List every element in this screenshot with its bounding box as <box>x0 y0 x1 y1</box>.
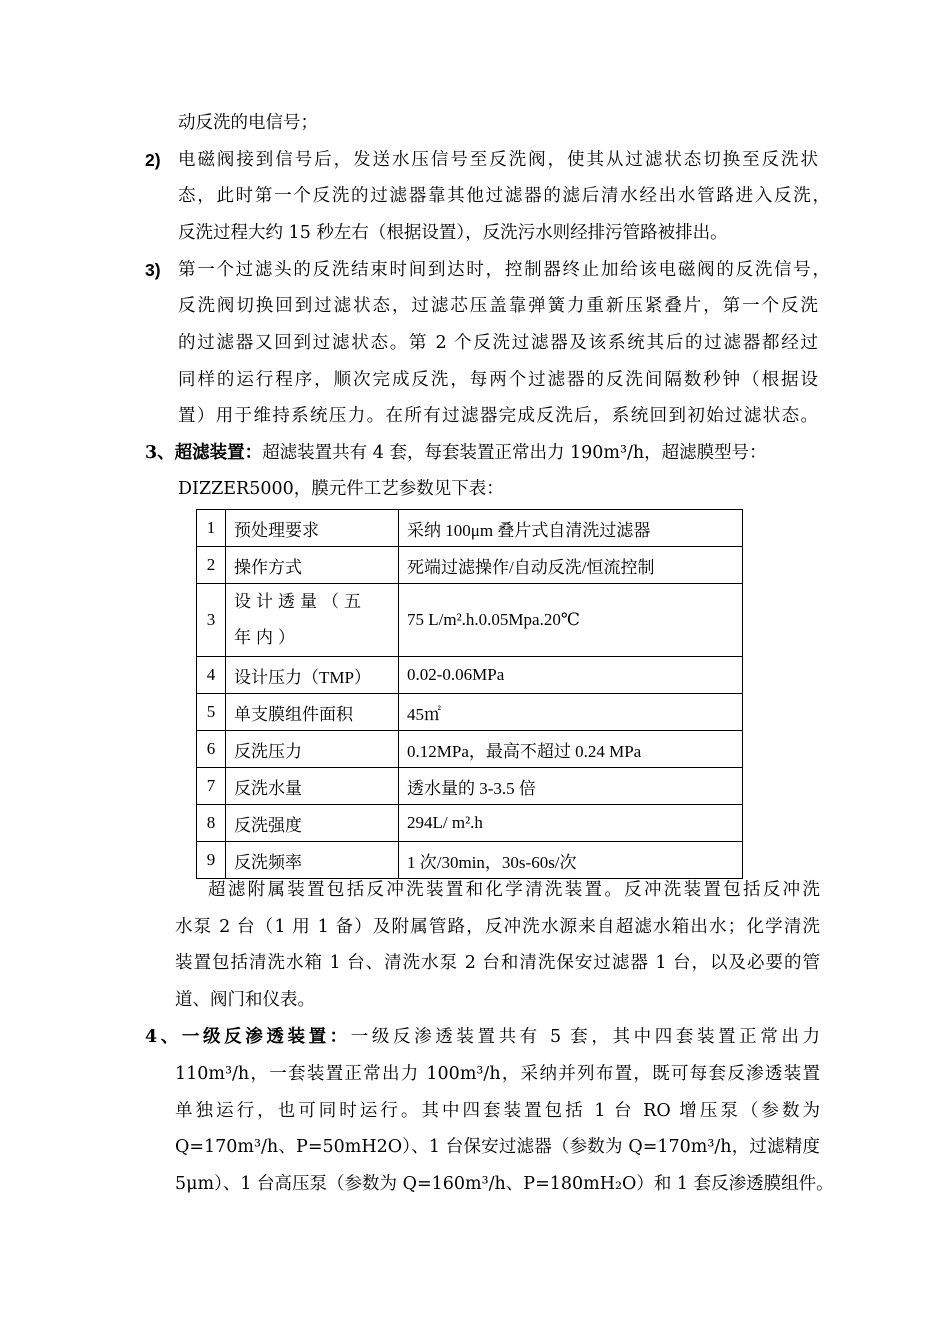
row-index: 3 <box>197 584 226 657</box>
row-index: 4 <box>197 657 226 694</box>
section4-heading-line <box>145 1025 820 1049</box>
list-marker-3: 3) <box>145 260 161 280</box>
table-row <box>197 547 743 584</box>
section3-heading-line <box>145 441 767 465</box>
row-index: 2 <box>197 547 226 584</box>
param-value: 透水量的 3-3.5 倍 <box>399 768 743 805</box>
section3-text: 超滤装置共有 4 套，每套装置正常出力 190m³/h，超滤膜型号： <box>262 443 767 463</box>
param-value: 75 L/m².h.0.05Mpa.20℃ <box>399 584 743 657</box>
param-name: 设计压力（TMP） <box>226 657 399 694</box>
section4-line-2: 110m³/h，一套装置正常出力 100m³/h，采纳并列布置，既可每套反渗透装置 <box>175 1064 820 1084</box>
param-value: 采纳 100μm 叠片式自清洗过滤器 <box>399 510 743 547</box>
item3-line-1: 第一个过滤头的反洗结束时间到达时，控制器终止加给该电磁阀的反洗信号， <box>178 260 830 280</box>
list-marker-2: 2) <box>145 150 161 170</box>
param-name: 反洗频率 <box>226 842 399 879</box>
section4-line-4: Q=170m³/h、P=50mH2O）、1 台保安过滤器（参数为 Q=170m³/h，过滤精度 <box>175 1137 820 1157</box>
row-index: 6 <box>197 731 226 768</box>
param-name: 设计透量（五年内） <box>234 592 366 647</box>
section3-line-2: DIZZER5000，膜元件工艺参数见下表： <box>178 479 504 499</box>
item2-line-3: 反洗过程大约 15 秒左右（根据设置），反洗污水则经排污管路被排出。 <box>178 223 728 243</box>
table-row <box>197 768 743 805</box>
table-row <box>197 657 743 694</box>
after-table-line-3: 装置包括清洗水箱 1 台、清洗水泵 2 台和清洗保安过滤器 1 台，以及必要的管 <box>175 953 820 973</box>
item3-line-2: 反洗阀切换回到过滤状态，过滤芯压盖靠弹簧力重新压紧叠片，第一个反洗 <box>178 296 818 316</box>
after-table-line-1: 超滤附属装置包括反冲洗装置和化学清洗装置。反冲洗装置包括反冲洗 <box>208 880 820 900</box>
table-row <box>197 805 743 842</box>
item2-line-2: 态，此时第一个反洗的过滤器靠其他过滤器的滤后清水经出水管路进入反洗， <box>178 186 830 206</box>
param-value: 45㎡ <box>399 694 743 731</box>
section4-line-3: 单独运行，也可同时运行。其中四套装置包括 1 台 RO 增压泵（参数为 <box>175 1101 820 1121</box>
membrane-parameter-table <box>196 509 743 879</box>
item2-line-1: 电磁阀接到信号后，发送水压信号至反洗阀，使其从过滤状态切换至反洗状 <box>178 150 818 170</box>
table-row <box>197 584 743 657</box>
item3-line-4: 同样的运行程序，顺次完成反洗，每两个过滤器的反洗间隔数秒钟（根据设 <box>178 370 818 390</box>
param-value: 1 次/30min，30s-60s/次 <box>399 842 743 879</box>
param-name: 预处理要求 <box>226 510 399 547</box>
table-row <box>197 510 743 547</box>
param-name: 反洗压力 <box>226 731 399 768</box>
table-row <box>197 842 743 879</box>
param-value: 0.12MPa，最高不超过 0.24 MPa <box>399 731 743 768</box>
param-name: 反洗水量 <box>226 768 399 805</box>
section4-line-5: 5μm）、1 台高压泵（参数为 Q=160m³/h、P=180mH₂O）和 1 套反渗透膜组件。 <box>175 1174 834 1194</box>
param-name: 操作方式 <box>226 547 399 584</box>
row-index: 7 <box>197 768 226 805</box>
row-index: 5 <box>197 694 226 731</box>
param-value: 死端过滤操作/自动反洗/恒流控制 <box>399 547 743 584</box>
section4-text: 一级反渗透装置共有 5 套，其中四套装置正常出力 <box>350 1027 820 1047</box>
param-value: 0.02-0.06MPa <box>399 657 743 694</box>
item3-line-5: 置）用于维持系统压力。在所有过滤器完成反洗后，系统回到初始过滤状态。 <box>178 406 818 426</box>
table-row <box>197 694 743 731</box>
section4-heading: 4、一级反渗透装置： <box>145 1027 351 1047</box>
param-name: 反洗强度 <box>226 805 399 842</box>
row-index: 9 <box>197 842 226 879</box>
param-value: 294L/ m².h <box>399 805 743 842</box>
paragraph-continuation: 动反洗的电信号； <box>178 113 318 133</box>
after-table-line-2: 水泵 2 台（1 用 1 备）及附属管路，反冲洗水源来自超滤水箱出水；化学清洗 <box>175 917 820 937</box>
section3-heading: 3、超滤装置： <box>145 443 263 463</box>
table-row <box>197 731 743 768</box>
item3-line-3: 的过滤器又回到过滤状态。第 2 个反洗过滤器及该系统其后的过滤器都经过 <box>178 333 818 353</box>
row-index: 8 <box>197 805 226 842</box>
after-table-line-4: 道、阀门和仪表。 <box>175 990 315 1010</box>
row-index: 1 <box>197 510 226 547</box>
param-name: 单支膜组件面积 <box>226 694 399 731</box>
